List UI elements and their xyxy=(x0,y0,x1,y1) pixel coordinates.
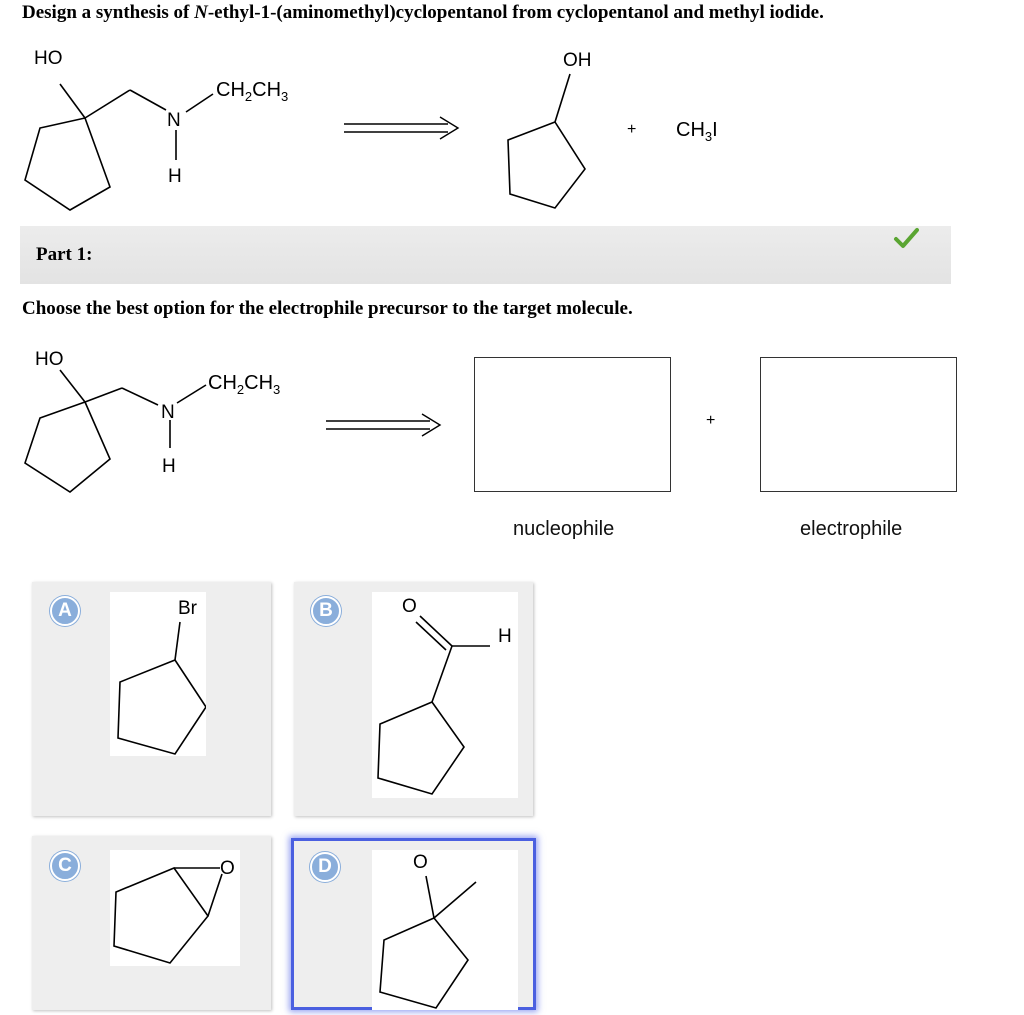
retro-arrow xyxy=(344,117,458,139)
part1-target-molecule xyxy=(25,370,206,492)
option-b-badge[interactable]: B xyxy=(311,596,341,626)
option-d-badge[interactable]: D xyxy=(310,852,340,882)
part-header-bar[interactable] xyxy=(20,226,951,284)
cyclopentanecarbaldehyde-drawing xyxy=(372,592,518,798)
question-prompt: Choose the best option for the electrophile precursor to the target molecule. xyxy=(22,298,633,319)
electrophile-drop-box[interactable] xyxy=(760,357,957,492)
target-oh-label: HO xyxy=(34,48,63,69)
cyclopentanol-molecule xyxy=(508,74,585,208)
plus-sign: + xyxy=(706,412,716,429)
electrophile-label: electrophile xyxy=(800,518,903,540)
option-c-structure xyxy=(110,850,240,966)
part1-retro-arrow xyxy=(326,414,440,436)
bromocyclopentane-drawing xyxy=(110,592,206,756)
plus-sign: + xyxy=(627,121,637,138)
nucleophile-drop-box[interactable] xyxy=(474,357,671,492)
option-a-structure xyxy=(110,592,206,756)
target-molecule xyxy=(25,84,213,210)
part1-n-label: N xyxy=(161,402,175,423)
target-n-label: N xyxy=(167,110,181,131)
option-d-structure xyxy=(372,850,518,1010)
part1-scheme xyxy=(0,335,460,495)
question-title: Design a synthesis of N-ethyl-1-(aminomethyl)cyclopentanol from cyclopentanol and methyl iodide. xyxy=(22,2,824,23)
option-b-o-label: O xyxy=(402,596,417,617)
option-b-h-label: H xyxy=(498,626,512,647)
cyclopentene-oxide-drawing xyxy=(110,850,240,966)
nucleophile-label: nucleophile xyxy=(513,518,615,540)
option-d-o-label: O xyxy=(413,852,428,873)
option-b-structure xyxy=(372,592,518,798)
part-label: Part 1: xyxy=(36,244,93,265)
start-oh-label: OH xyxy=(563,50,592,71)
option-c-badge[interactable]: C xyxy=(50,851,80,881)
methyl-iodide-label: $CH_3I$ xyxy=(676,119,718,144)
target-h-label: H xyxy=(168,166,182,187)
checkmark-icon xyxy=(893,225,919,251)
option-a-br-label: Br xyxy=(178,598,197,619)
retrosynthesis-scheme xyxy=(0,40,1024,220)
option-c-o-label: O xyxy=(220,858,235,879)
part1-oh-label: HO xyxy=(35,349,64,370)
part1-ethyl-label: $CH_2CH_3$ xyxy=(208,372,281,397)
part1-h-label: H xyxy=(162,456,176,477)
option-a-badge[interactable]: A xyxy=(50,596,80,626)
spiro-epoxide-drawing xyxy=(372,850,518,1010)
target-ethyl-label: $CH_2CH_3$ xyxy=(216,79,289,104)
